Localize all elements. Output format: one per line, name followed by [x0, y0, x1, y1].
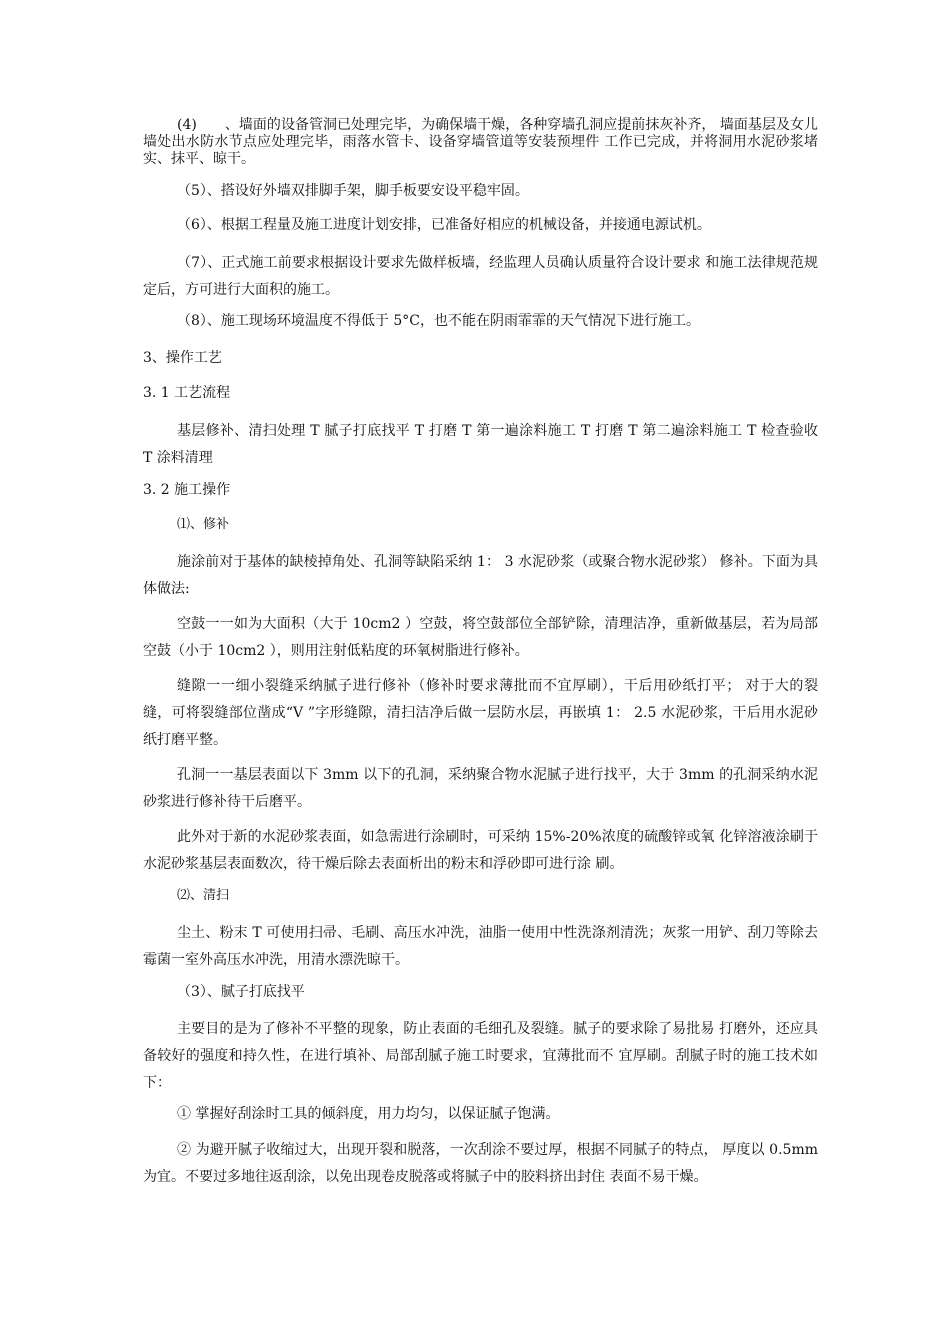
putty-intro: 主要目的是为了修补不平整的现象，防止表面的毛细孔及裂缝。腻子的要求除了易批易 打磨外，还应具备较好的强度和持久性，在进行填补、局部刮腻子施工时要求，宜薄批而不 宜厚刷。刮腻子时的施工技术如下： [143, 1021, 818, 1091]
repair-holes: 孔洞一一基层表面以下 3mm 以下的孔洞，采纳聚合物水泥腻子进行找平，大于 3mm 的孔洞采纳水泥砂浆进行修补待干后磨平。 [143, 767, 818, 810]
process-flow-text: 基层修补、清扫处理 T 腻子打底找平 T 打磨 T 第一遍涂料施工 T 打磨 T 第二遍涂料施工 T 检查验收 T 涂料清理 [143, 423, 818, 466]
section-heading-3-1: 3. 1 工艺流程 [143, 385, 231, 401]
document-page [143, 117, 818, 1199]
section-heading-3-2: 3. 2 施工操作 [143, 482, 231, 498]
repair-intro: 施涂前对于基体的缺棱掉角处、孔洞等缺陷采纳 1： 3 水泥砂浆（或聚合物水泥砂浆） 修补。下面为具体做法: [143, 554, 818, 597]
paragraph-item-6: （6）、根据工程量及施工进度计划安排，已准备好相应的机械设备，并接通电源试机。 [177, 217, 711, 233]
paragraph-item-7: （7）、正式施工前要求根据设计要求先做样板墙，经监理人员确认质量符合设计要求 和施工法律规范规定后，方可进行大面积的施工。 [143, 255, 818, 298]
paragraph-item-4: (4) 、墙面的设备管洞已处理完毕，为确保墙干燥，各种穿墙孔洞应提前抹灰补齐， 墙面基层及女儿墙处出水防水节点应处理完毕，雨落水管卡、设备穿墙管道等安装预埋件 工作已完成，并将洞用水泥砂浆堵实、抹平、晾干。 [143, 117, 818, 167]
subheading-putty: （3）、腻子打底找平 [177, 984, 305, 1000]
subheading-cleaning: ⑵、清扫 [177, 888, 230, 903]
subheading-repair: ⑴、修补 [177, 517, 230, 532]
cleaning-text: 尘土、粉末 T 可使用扫帚、毛刷、高压水冲洗，油脂一使用中性洗涤剂清洗；灰浆一用铲、刮刀等除去霉菌一室外高压水冲洗，用清水漂洗晾干。 [143, 925, 818, 968]
repair-new-mortar: 此外对于新的水泥砂浆表面，如急需进行涂刷时，可采纳 15%-20%浓度的硫酸锌或氧 化锌溶液涂刷于水泥砂浆基层表面数次，待干燥后除去表面析出的粉末和浮砂即可进行涂 刷。 [143, 829, 818, 872]
section-heading-3: 3、操作工艺 [143, 350, 222, 366]
repair-hollow: 空鼓一一如为大面积（大于 10cm2 ）空鼓，将空鼓部位全部铲除，清理洁净，重新做基层，若为局部空鼓（小于 10cm2 ），则用注射低粘度的环氧树脂进行修补。 [143, 616, 818, 659]
paragraph-item-8: （8）、施工现场环境温度不得低于 5°C，也不能在阴雨霏霏的天气情况下进行施工。 [177, 313, 700, 329]
putty-step-2: ② 为避开腻子收缩过大，出现开裂和脱落，一次刮涂不要过厚，根据不同腻子的特点， 厚度以 0.5mm 为宜。不要过多地往返刮涂，以免出现卷皮脱落或将腻子中的胶料挤出封住 表面不易干燥。 [143, 1142, 818, 1185]
paragraph-item-5: （5）、搭设好外墙双排脚手架，脚手板要安设平稳牢固。 [177, 183, 529, 199]
repair-cracks: 缝隙一一细小裂缝采纳腻子进行修补（修补时要求薄批而不宜厚刷），干后用砂纸打平； 对于大的裂缝，可将裂缝部位凿成“V ”字形缝隙，清扫洁净后做一层防水层，再嵌填 1： 2.5 水泥砂浆，干后用水泥砂纸打磨平整。 [143, 678, 818, 748]
putty-step-1: ① 掌握好刮涂时工具的倾斜度，用力均匀，以保证腻子饱满。 [177, 1106, 560, 1122]
